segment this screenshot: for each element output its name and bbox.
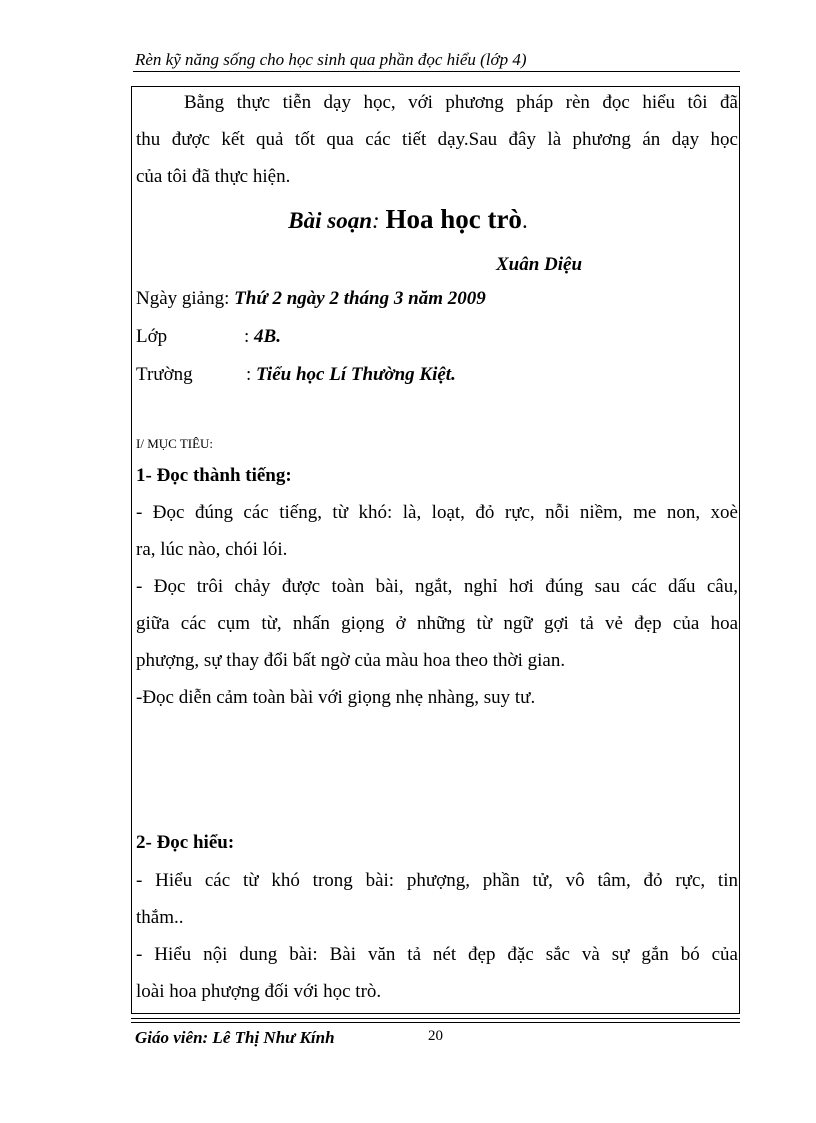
objectives-heading: I/ MỤC TIÊU: [136,436,214,451]
reading-line-1: - Đọc đúng các tiếng, từ khó: là, loạt, đỏ rực, nỗi niềm, me non, xoè [136,502,738,523]
reading-aloud-text: Đọc thành tiếng: [151,465,292,486]
footer-teacher: Giáo viên: Lê Thị Như Kính [135,1028,335,1047]
lesson-title-name: Hoa học trò [385,204,522,234]
reading-aloud-num: 1- [136,465,152,486]
frame-bottom-rule [131,1013,740,1014]
comprehension-text: Đọc hiểu: [151,832,235,853]
reading-line-6: -Đọc diễn cảm toàn bài với giọng nhẹ nhàng, suy tư. [136,687,536,708]
lesson-author: Xuân Diệu [496,254,583,275]
school-row [246,364,456,386]
intro-line-1: Bằng thực tiễn dạy học, với phương pháp rèn đọc hiểu tôi đã [184,92,738,113]
class-row [244,326,281,348]
header-rule [133,71,740,72]
comprehension-line-1: - Hiểu các từ khó trong bài: phượng, phần tử, vô tâm, đỏ rực, tin [136,870,738,891]
lesson-title-prefix: Bài soạn [288,208,373,233]
intro-line-3: của tôi đã thực hiện. [136,166,291,187]
comprehension-line-2: thắm.. [136,907,184,928]
reading-line-5: phượng, sự thay đổi bất ngờ của màu hoa theo thời gian. [136,650,566,671]
school-value: Tiểu học Lí Thường Kiệt. [256,364,456,385]
date-label: Ngày giảng: [136,288,230,309]
class-label: Lớp [136,326,168,347]
lesson-title-colon: : [372,208,386,233]
class-value: 4B. [254,326,281,347]
school-colon: : [246,364,252,385]
reading-line-4: giữa các cụm từ, nhấn giọng ở những từ ngữ gợi tả vẻ đẹp của hoa [136,613,738,634]
lesson-title-end: . [521,208,528,233]
reading-line-2: ra, lúc nào, chói lói. [136,539,288,560]
header-title: Rèn kỹ năng sống cho học sinh qua phần đọc hiểu (lớp 4) [135,50,527,69]
comprehension-line-3: - Hiểu nội dung bài: Bài văn tả nét đẹp đặc sắc và sự gắn bó của [136,944,738,965]
reading-aloud-heading [136,465,292,487]
footer-rule-top [131,1018,740,1019]
date-value: Thứ 2 ngày 2 tháng 3 năm 2009 [234,288,486,309]
reading-line-3: - Đọc trôi chảy được toàn bài, ngắt, nghỉ hơi đúng sau các dấu câu, [136,576,738,597]
comprehension-num: 2- [136,832,152,853]
intro-line-2: thu được kết quả tốt qua các tiết dạy.Sau đây là phương án dạy học [136,129,738,150]
lesson-title [0,204,816,235]
page-number: 20 [428,1028,443,1044]
class-colon: : [244,326,250,347]
school-label: Trường [136,364,193,385]
comprehension-heading [136,832,234,854]
date-row [136,288,486,310]
comprehension-line-4: loài hoa phượng đối với học trò. [136,981,382,1002]
footer-rule-bottom [131,1022,740,1023]
